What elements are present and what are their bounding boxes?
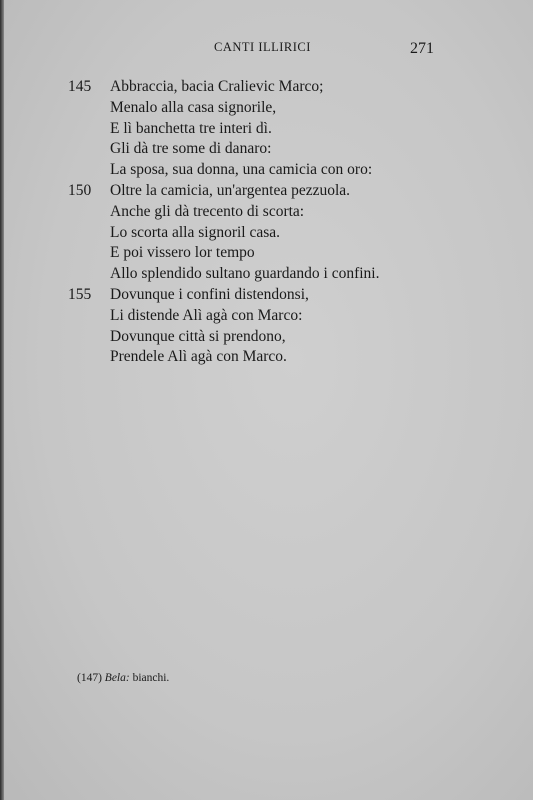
- verse-number: 150: [68, 181, 92, 199]
- verse-line: [0, 243, 533, 264]
- verse-text: Gli dà tre some di danaro:: [110, 140, 272, 158]
- verse-line: [0, 306, 533, 327]
- footnote-reference: (147): [77, 672, 102, 684]
- verse-text: E poi vissero lor tempo: [110, 244, 255, 262]
- verse-text: Lo scorta alla signoril casa.: [110, 223, 281, 241]
- verse-line: [0, 264, 533, 285]
- verse-line: [0, 223, 533, 244]
- verse-text: Dovunque i confini distendonsi,: [110, 285, 309, 303]
- verse-line: [0, 160, 533, 181]
- verse-text: Dovunque città si prendono,: [110, 327, 286, 345]
- footnote: [77, 672, 169, 684]
- verse-line: [0, 98, 533, 119]
- verse-line: [0, 139, 533, 160]
- page-number: 271: [410, 40, 434, 57]
- verse-line: [0, 181, 533, 202]
- verse-text: Menalo alla casa signorile,: [110, 98, 277, 116]
- running-header-title: CANTI ILLIRICI: [214, 40, 311, 54]
- verse-line: [0, 77, 533, 98]
- verse-text: Abbraccia, bacia Cralievic Marco;: [110, 78, 324, 95]
- footnote-text: bianchi.: [132, 672, 170, 684]
- poem-body: [0, 77, 533, 368]
- verse-text: E lì banchetta tre interi dì.: [110, 119, 272, 137]
- verse-text: La sposa, sua donna, una camicia con oro:: [110, 161, 373, 179]
- verse-number: 145: [68, 78, 92, 95]
- verse-line: [0, 327, 533, 348]
- footnote-term: Bela:: [104, 672, 130, 684]
- verse-text: Li distende Alì agà con Marco:: [110, 306, 303, 324]
- verse-line: [0, 202, 533, 223]
- verse-number: 155: [68, 285, 92, 303]
- verse-text: Allo splendido sultano guardando i confini.: [110, 265, 380, 283]
- verse-line: [0, 285, 533, 306]
- verse-text: Anche gli dà trecento di scorta:: [110, 202, 305, 220]
- verse-line: [0, 347, 533, 368]
- verse-text: Prendele Alì agà con Marco.: [110, 348, 287, 366]
- verse-text: Oltre la camicia, un'argentea pezzuola.: [110, 181, 351, 199]
- verse-line: [0, 119, 533, 140]
